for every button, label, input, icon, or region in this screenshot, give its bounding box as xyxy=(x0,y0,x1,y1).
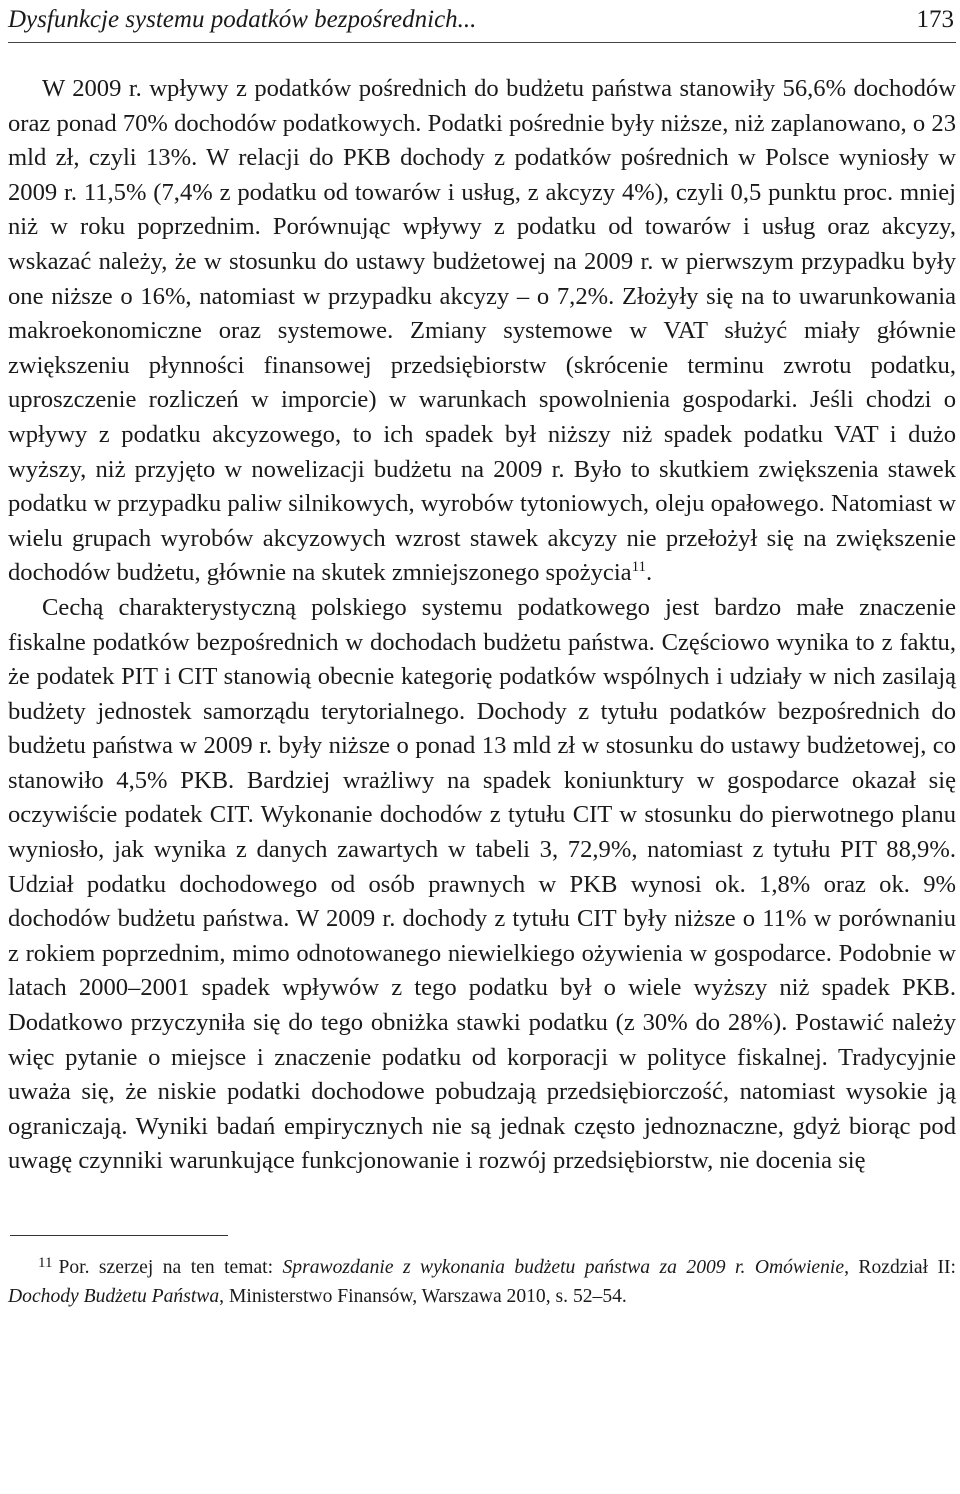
running-header xyxy=(8,2,956,43)
footnote-reference[interactable]: 11 xyxy=(631,559,647,576)
running-title: Dysfunkcje systemu podatków bezpośrednich... xyxy=(8,6,477,33)
footnote-source-title: Sprawozdanie z wykonania budżetu państwa za 2009 r. Omówienie xyxy=(282,1257,845,1278)
footnote-middle: , Rozdział II: xyxy=(844,1257,956,1278)
footnote-lead: Por. szerzej na ten temat: xyxy=(58,1257,283,1278)
footnote-number: 11 xyxy=(38,1255,53,1271)
footnote-chapter-title: Dochody Budżetu Państwa xyxy=(8,1285,220,1307)
paragraph-text: Cechą charakterystyczną polskiego systemu podatkowego jest bardzo małe znaczenie fiskalne podatków bezpośrednich w dochodach budżetu państwa. Częściowo wynika to z faktu, że podatek PIT i CIT stanowią obecnie kategorię podatków wspólnych i udziały w nich zasilają budżety jednostek samorządu terytorialnego. Dochody z tytułu podatków bezpośrednich do budżetu państwa w 2009 r. były niższe o ponad 13 mld zł w stosunku do ustawy budżetowej, co stanowiło 4,5% PKB. Bardziej wrażliwy na spadek koniunktury w gospodarce okazał się oczywiście podatek CIT. Wykonanie dochodów z tytułu CIT w stosunku do pierwotnego planu wyniosło, jak wynika z danych zawartych w tabeli 3, 72,9%, natomiast z tytułu PIT 88,9%. Udział podatku dochodowego od osób prawnych w PKB wynosi ok. 1,8% oraz ok. 9% dochodów budżetu państwa. W 2009 r. dochody z tytułu CIT były niższe o 11% w porównaniu z rokiem poprzednim, mimo odnotowanego niewielkiego ożywienia w gospodarce. Podobnie w latach 2000–2001 spadek wpływów z tego podatku był o wiele wyższy niż spadek PKB. Dodatkowo przyczyniła się do tego obniżka stawki podatku (z 30% do 28%). Postawić należy więc pytanie o miejsce i znaczenie podatku od korporacji w polityce fiskalnej. Tradycyjnie uważa się, że niskie podatki dochodowe pobudzają przedsiębiorczość, natomiast wysokie ją ograniczają. Wyniki badań empirycznych nie są jednak często jednoznaczne, gdyż biorąc pod uwagę czynniki warunkujące funkcjonowanie i rozwój przedsiębiorstw, nie docenia się xyxy=(8,593,956,1175)
page-number: 173 xyxy=(916,6,954,33)
paragraph-end: . xyxy=(646,559,653,587)
footnote-tail: , Ministerstwo Finansów, Warszawa 2010, s. 52–54. xyxy=(219,1285,627,1307)
paragraph-text: W 2009 r. wpływy z podatków pośrednich do budżetu państwa stanowiły 56,6% dochodów oraz ponad 70% dochodów podatkowych. Podatki pośrednie były niższe, niż zaplanowano, o 23 mld zł, czyli 13%. W relacji do PKB dochody z podatków pośrednich w Polsce wyniosły w 2009 r. 11,5% (7,4% z podatku od towarów i usług, z akcyzy 4%), czyli 0,5 punktu proc. mniej niż w roku poprzednim. Porównując wpływy z podatku od towarów i usług oraz akcyzy, wskazać należy, że w stosunku do ustawy budżetowej na 2009 r. w pierwszym przypadku były one niższe o 16%, natomiast w przypadku akcyzy – o 7,2%. Złożyły się na to uwarunkowania makroekonomiczne oraz systemowe. Zmiany systemowe w VAT służyć miały głównie zwiększeniu płynności finansowej przedsiębiorstw (skrócenie terminu zwrotu podatku, uproszczenie rozliczeń w imporcie) w warunkach spowolnienia gospodarki. Jeśli chodzi o wpływy z podatku akcyzowego, to ich spadek był niższy niż spadek podatku VAT i dużo wyższy, niż przyjęto w nowelizacji budżetu na 2009 r. Było to skutkiem zwiększenia stawek podatku w przypadku paliw silnikowych, wyrobów tytoniowych, oleju opałowego. Natomiast w wielu grupach wyrobów akcyzowych wzrost stawek akcyzy nie przełożył się na zwiększenie dochodów budżetu, głównie na skutek zmniejszonego spożycia xyxy=(8,75,956,587)
document-page xyxy=(8,0,956,1311)
footnote-divider xyxy=(10,1235,228,1236)
paragraph xyxy=(8,591,956,1179)
body-text xyxy=(8,72,956,1179)
paragraph xyxy=(8,72,956,591)
footnote xyxy=(8,1254,956,1311)
